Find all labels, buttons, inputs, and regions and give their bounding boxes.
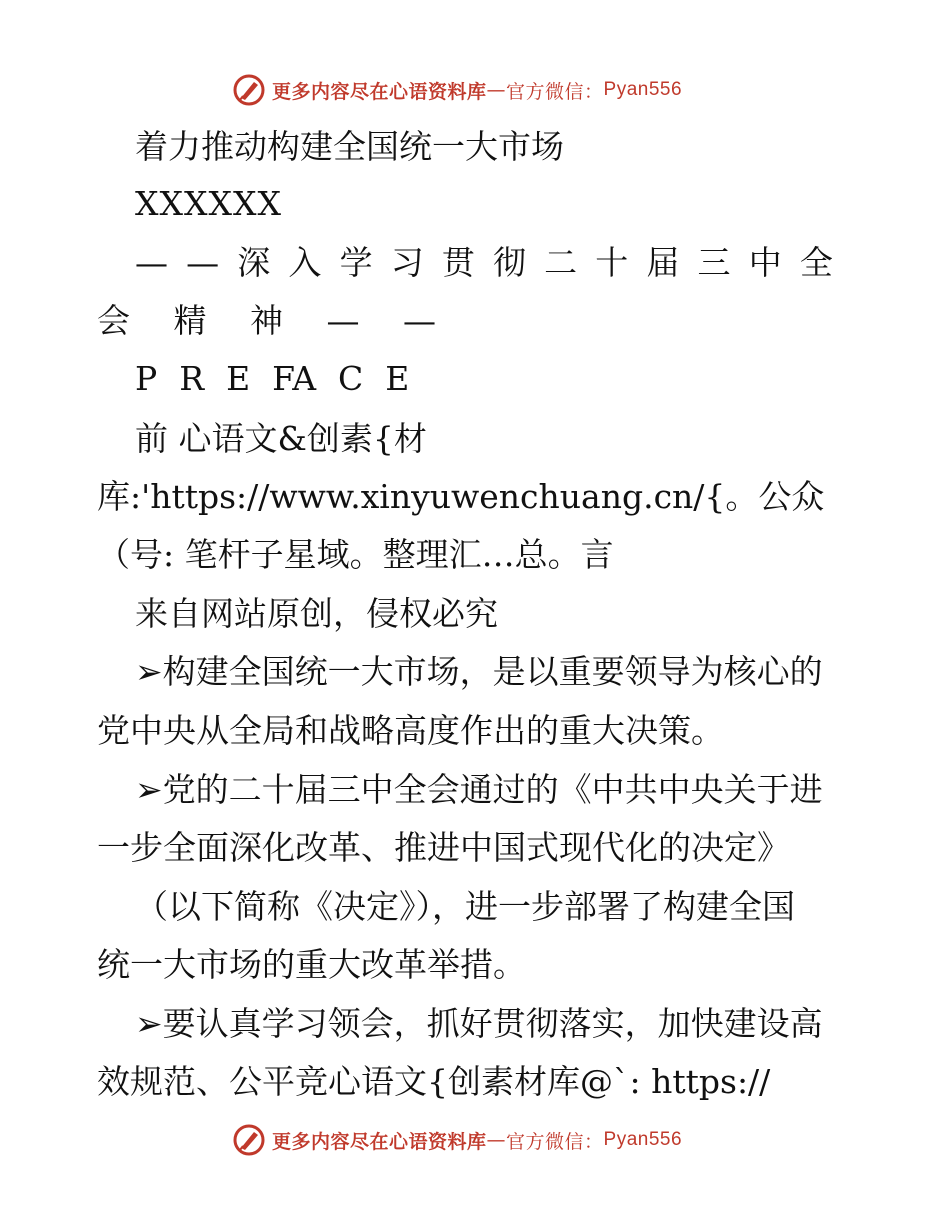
- banner-label: 官方微信：: [506, 80, 604, 103]
- document-title: 着力推动构建全国统一大市场: [135, 127, 564, 166]
- banner-handle: Pyan556: [603, 79, 683, 100]
- subtitle-char: 中: [748, 243, 782, 282]
- banner-label: 官方微信：: [506, 1130, 604, 1153]
- text-line-5: ➢构建全国统一大市场，是以重要领导为核心的: [135, 652, 823, 691]
- preface-letter: R: [179, 359, 205, 398]
- subtitle-char: 二: [544, 243, 578, 282]
- subtitle-char: 深: [237, 243, 271, 282]
- banner-text: 更多内容尽在心语资料库: [272, 1130, 487, 1153]
- quill-logo-icon: [232, 73, 266, 107]
- subtitle-char: 入: [288, 243, 322, 282]
- text-line-7: ➢党的二十届三中全会通过的《中共中央关于进: [135, 770, 823, 809]
- text-line-6: 党中央从全局和战略高度作出的重大决策。: [97, 711, 724, 750]
- subtitle-char: —: [186, 243, 220, 282]
- banner-handle: Pyan556: [603, 1129, 683, 1150]
- subtitle-char: 习: [390, 243, 424, 282]
- text-line-10: 统一大市场的重大改革举措。: [97, 945, 526, 984]
- subtitle-char: 贯: [441, 243, 475, 282]
- subtitle-line-2: 会 精 神 — —: [97, 301, 453, 340]
- subtitle-char: 三: [697, 243, 731, 282]
- subtitle-char: 彻: [492, 243, 526, 282]
- subtitle-char: 十: [595, 243, 629, 282]
- subtitle-char: —: [135, 243, 168, 282]
- banner-text: 更多内容尽在心语资料库: [272, 80, 487, 103]
- banner-dash: —: [486, 1129, 507, 1151]
- preface-letter: P: [135, 359, 158, 398]
- subtitle-char: 学: [339, 243, 373, 282]
- text-line-4: 来自网站原创，侵权必究: [135, 594, 498, 633]
- banner-dash: —: [486, 79, 507, 101]
- text-line-9: （以下简称《决定》），进一步部署了构建全国: [135, 887, 795, 926]
- text-line-12: 效规范、公平竞心语文{创素材库@`: https://: [97, 1062, 771, 1101]
- quill-logo-icon: [232, 1123, 266, 1157]
- text-line-8: 一步全面深化改革、推进中国式现代化的决定》: [97, 828, 790, 867]
- text-line-2: 库:'https://www.xinyuwenchuang.cn/{。公众: [97, 477, 825, 516]
- preface-heading: [135, 359, 431, 399]
- subtitle-char: 全: [799, 243, 833, 282]
- preface-letter: E: [385, 359, 410, 398]
- preface-letter: E: [226, 359, 251, 398]
- document-author: XXXXXX: [135, 184, 282, 223]
- text-line-3: （号: 笔杆子星域。整理汇…总。言: [97, 535, 614, 574]
- text-line-11: ➢要认真学习领会，抓好贯彻落实，加快建设高: [135, 1004, 823, 1043]
- header-banner: [232, 72, 712, 108]
- subtitle-char: 届: [646, 243, 680, 282]
- text-line-1: 前 心语文&创素{材: [135, 419, 427, 458]
- preface-letter: FA: [272, 359, 317, 398]
- subtitle-line-1: [135, 243, 833, 283]
- preface-letter: C: [338, 359, 364, 398]
- footer-banner: [232, 1122, 712, 1158]
